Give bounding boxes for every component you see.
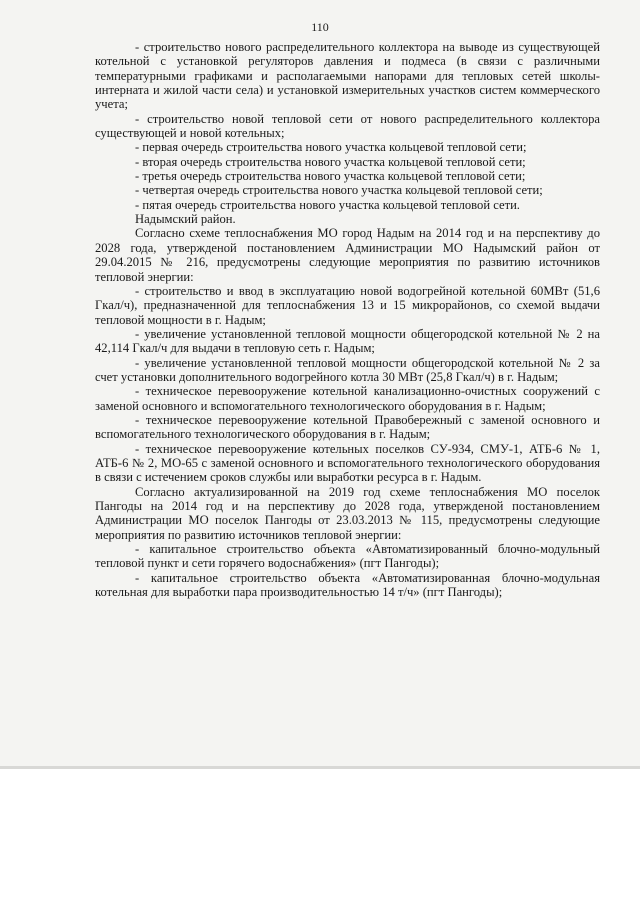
scan-edge	[0, 766, 640, 769]
paragraph-nadym-scheme: Согласно схеме теплоснабжения МО город Надым на 2014 год и на перспективу до 2028 года, утвержденой постановлением Администрации МО Надымский район от 29.04.2015 № 216, предусмотрены следующие мероприятия по развитию источников тепловой энергии:	[95, 226, 600, 284]
paragraph-stage-2: - вторая очередь строительства нового участка кольцевой тепловой сети;	[135, 154, 526, 169]
paragraph-rearmament-sewage: - техническое перевооружение котельной канализационно-очистных сооружений с заменой основного и вспомогательного технологического оборудования в г. Надым;	[95, 384, 600, 413]
paragraph-pangody-scheme: Согласно актуализированной на 2019 год схеме теплоснабжения МО поселок Пангоды на 2014 год и на перспективу до 2028 года, утвержденой постановлением Администрации МО поселок Пангоды от 23.03.2013 № 115, предусмотрены следующие мероприятия по развитию источников тепловой энергии:	[95, 484, 600, 542]
paragraph-new-boiler-60mw: - строительство и ввод в эксплуатацию новой водогрейной котельной 60МВт (51,6 Гкал/ч), предназначенной для теплоснабжения 13 и 15 микрорайонов, со схемой выдачи тепловой мощности в г. Надым;	[95, 283, 600, 327]
paragraph-rearmament-settlements: - техническое перевооружение котельных поселков СУ-934, СМУ-1, АТБ-6 № 1, АТБ-6 № 2, МО-65 с заменой основного и вспомогательного технологического оборудования в связи с истечением сроков службы или выработки ресурса в г. Надым.	[95, 441, 600, 485]
paragraph-stage-4: - четвертая очередь строительства нового участка кольцевой тепловой сети;	[135, 183, 543, 198]
paragraph-stage-3: - третья очередь строительства нового участка кольцевой тепловой сети;	[135, 169, 526, 184]
paragraph-pangody-heat-point: - капитальное строительство объекта «Автоматизированный блочно-модульный тепловой пункт и сети горячего водоснабжения» (пгт Пангоды);	[95, 542, 600, 571]
paragraph-pangody-steam-boiler: - капитальное строительство объекта «Автоматизированная блочно-модульная котельная для выработки пара производительностью 14 т/ч» (пгт Пангоды);	[95, 570, 600, 600]
paragraph-capacity-increase-2: - увеличение установленной тепловой мощности общегородской котельной № 2 за счет установки дополнительного водогрейного котла 30 МВт (25,8 Гкал/ч) в г. Надым;	[95, 355, 600, 384]
paragraph-collector: - строительство нового распределительного коллектора на выводе из существующей котельной с установкой регуляторов давления и подмеса (в связи с различными температурными графиками и располагаемыми напорами для тепловых сетей школы-интерната и жилой части села) и установкой измерительных участков систем коммерческого учета;	[95, 40, 600, 112]
paragraph-stage-5: - пятая очередь строительства нового участка кольцевой тепловой сети.	[135, 197, 520, 212]
paragraph-new-network: - строительство новой тепловой сети от нового распределительного коллектора существующей и новой котельных;	[95, 111, 600, 141]
paragraph-capacity-increase-1: - увеличение установленной тепловой мощности общегородской котельной № 2 на 42,114 Гкал/ч для выдачи в тепловую сеть г. Надым;	[95, 326, 600, 356]
paragraph-rearmament-pravoberezhny: - техническое перевооружение котельной Правобережный с заменой основного и вспомогательного технологического оборудования в г. Надым;	[95, 412, 600, 442]
paragraph-stage-1: - первая очередь строительства нового участка кольцевой тепловой сети;	[135, 140, 527, 155]
document-body	[95, 40, 600, 599]
page-number: 110	[311, 20, 329, 34]
section-heading-nadym-district: Надымский район.	[135, 212, 236, 227]
